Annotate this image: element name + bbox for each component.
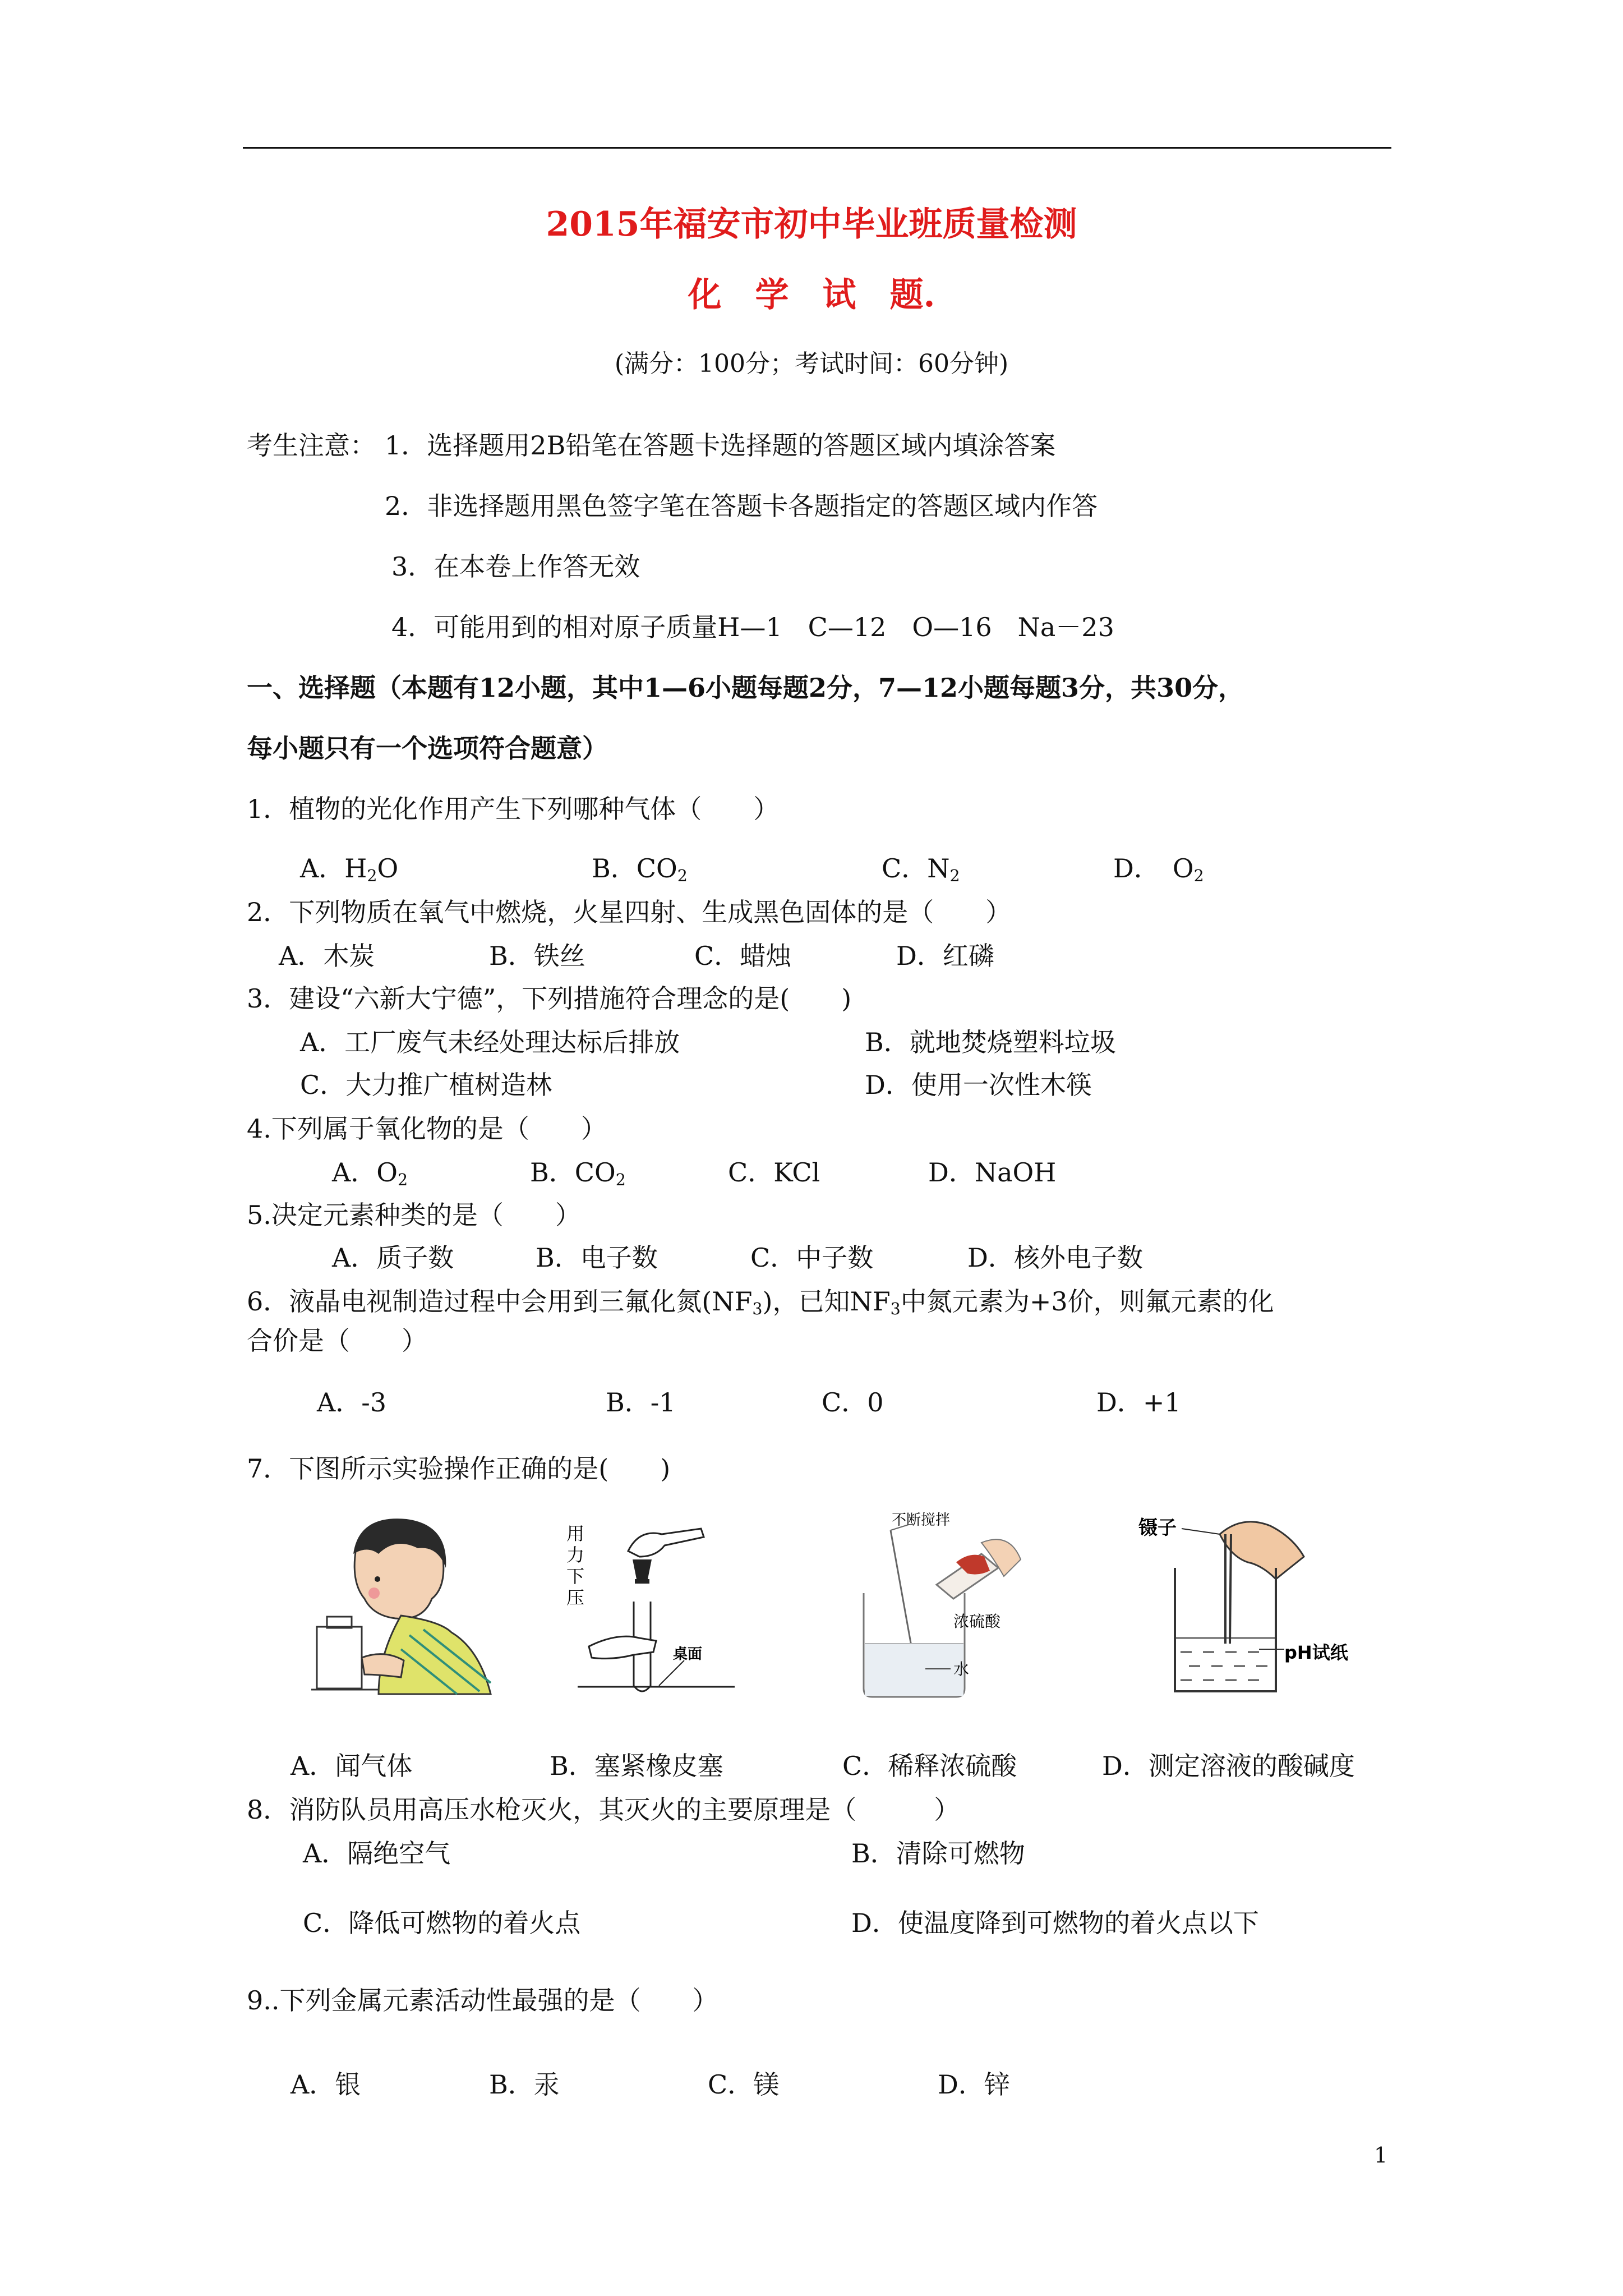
question-5-stem: 5.决定元素种类的是（ ） [247,1200,581,1230]
q1-option-a: A．$H_2O$ [300,853,399,886]
q6-option-a: A．-3 [317,1387,387,1418]
gas-bottle [317,1627,362,1688]
question-8-stem: 8．消防队员用高压水枪灭火，其灭火的主要原理是（ ） [247,1795,960,1825]
q9-option-d: D．锌 [938,2069,1010,2100]
hand [1220,1522,1304,1579]
question-6-stem: 6．液晶电视制造过程中会用到三氟化氮$(NF_3)$，已知$NF_3$中氮元素为+3价，则氟元素的化 [247,1286,1274,1319]
q8-option-c: C．降低可燃物的着火点 [303,1908,581,1938]
q9-option-c: C．镁 [708,2069,780,2100]
q1-option-d: D． $O_2$ [1113,853,1204,886]
q8-option-d: D．使温度降到可燃物的着火点以下 [851,1908,1259,1938]
notice-item-3: 3．在本卷上作答无效 [391,551,640,582]
figure-d-tweezers-label: 镊子 [1138,1517,1177,1539]
figure-b-label-1: 用 [566,1523,585,1544]
q4-option-a: A．$O_2$ [332,1157,408,1190]
q4-option-c: C．KCl [728,1157,820,1188]
question-2-stem: 2．下列物质在氧气中燃烧，火星四射、生成黑色固体的是（ ） [247,897,1012,927]
figure-c-stir-label: 不断搅拌 [892,1512,951,1529]
q2-option-c: C．蜡烛 [694,941,792,971]
q8-option-a: A．隔绝空气 [303,1838,451,1869]
rubber-stopper [633,1559,652,1579]
q2-option-d: D．红磷 [896,941,994,971]
q7-option-d: D．测定溶液的酸碱度 [1102,1751,1355,1781]
question-1-stem: 1．植物的光化作用产生下列哪种气体（ ） [247,794,780,824]
header-rule [243,147,1391,149]
figure-smell-gas [311,1515,496,1700]
q5-option-c: C．中子数 [750,1243,874,1273]
question-7-stem: 7．下图所示实验操作正确的是( ) [247,1453,671,1484]
q7-option-c: C．稀释浓硫酸 [842,1751,1017,1781]
figure-b-label-2: 力 [566,1544,585,1566]
q3-option-c: C．大力推广植树造林 [300,1070,552,1100]
q3-option-a: A．工厂废气未经处理达标后排放 [300,1027,680,1057]
question-9-stem: 9..下列金属元素活动性最强的是（ ） [247,1985,718,2016]
q3-option-d: D．使用一次性木筷 [865,1070,1092,1100]
question-4-stem: 4.下列属于氧化物的是（ ） [247,1114,607,1144]
q2-option-b: B．铁丝 [489,941,585,971]
page-number: 1 [1374,2143,1388,2168]
q5-option-b: B．电子数 [536,1243,658,1273]
q9-option-b: B．汞 [489,2069,560,2100]
figure-b-label-3: 下 [566,1566,585,1587]
q6-option-d: D．+1 [1096,1387,1181,1418]
section-heading: 一、选择题（本题有12小题，其中1—6小题每题2分，7—12小题每题3分，共30分， [247,673,1244,703]
figure-c-acid-label: 浓硫酸 [953,1612,1001,1631]
figure-d-ph-label: pH试纸 [1284,1642,1348,1663]
exam-title: 2015年福安市初中毕业班质量检测 [546,205,1077,244]
q4-option-b: B．$CO_2$ [530,1157,626,1190]
q6-option-b: B．-1 [606,1387,676,1418]
q1-option-c: C．$N_2$ [882,853,960,886]
q6-option-c: C．0 [822,1387,884,1418]
q8-option-b: B．清除可燃物 [851,1838,1025,1869]
notice-item-1: 1．选择题用2B铅笔在答题卡选择题的答题区域内填涂答案 [385,430,1056,461]
figure-rubber-stopper [566,1517,740,1708]
exam-info: (满分：100分；考试时间：60分钟) [614,349,1009,378]
q5-option-a: A．质子数 [332,1243,454,1273]
figure-ph-test [1136,1512,1360,1703]
notice-item-2: 2．非选择题用黑色签字笔在答题卡各题指定的答题区域内作答 [385,491,1098,521]
q4-option-d: D．NaOH [928,1157,1057,1188]
figure-c-water-label: 水 [953,1660,970,1678]
q2-option-a: A．木炭 [279,941,375,971]
question-3-stem: 3．建设“六新大宁德”，下列措施符合理念的是( ) [247,983,852,1014]
notice-label: 考生注意： [247,430,376,461]
q1-option-b: B．$CO_2$ [592,853,688,886]
q5-option-d: D．核外电子数 [967,1243,1143,1273]
pressing-hand [628,1529,704,1557]
subject-title: 化 学 试 题. [688,275,935,315]
notice-item-4: 4．可能用到的相对原子质量H—1 C—12 O—16 Na－23 [391,612,1114,642]
figure-b-desk-label: 桌面 [673,1646,703,1663]
question-6-stem-cont: 合价是（ ） [247,1326,427,1356]
q9-option-a: A．银 [291,2069,361,2100]
q7-option-b: B．塞紧橡皮塞 [550,1751,723,1781]
q7-option-a: A．闻气体 [291,1751,413,1781]
figure-b-label-4: 压 [566,1587,585,1608]
q3-option-b: B．就地焚烧塑料垃圾 [865,1027,1116,1057]
figure-dilute-acid [852,1509,1032,1705]
section-heading-cont: 每小题只有一个选项符合题意） [247,733,608,763]
